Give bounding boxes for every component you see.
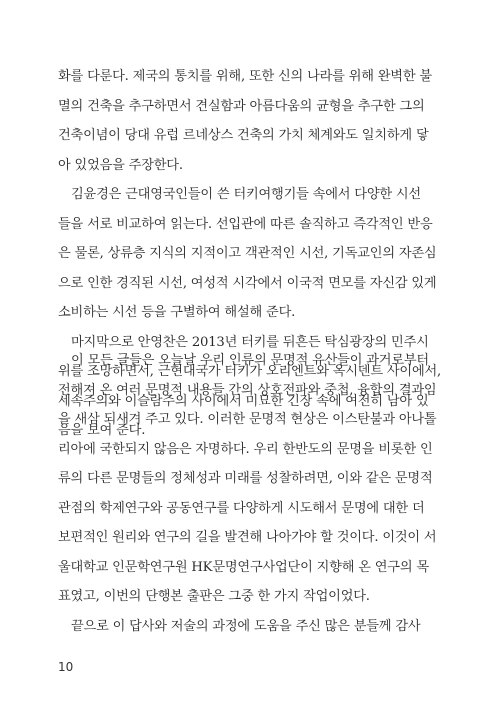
text-line: 세속주의와 이슬람주의 사이에서 미묘한 긴장 속에 여전히 남아 있: [58, 393, 429, 409]
text-line: 표였고, 이번의 단행본 출판은 그중 한 가지 작업이었다.: [58, 589, 370, 604]
text-line: 아 있었음을 주장한다.: [58, 157, 183, 173]
paragraph-start-line: 김윤경은 근대영국인들이 쓴 터키여행기들 속에서 다양한 시선: [71, 187, 421, 202]
text-line: 화를 다룬다. 제국의 통치를 위해, 또한 신의 나라를 위해 완벽한 불: [58, 69, 432, 84]
text-line: 건축이념이 당대 유럽 르네상스 건축의 가치 체계와도 일치하게 닿: [58, 128, 429, 143]
text-line: 멸의 건축을 추구하면서 견실함과 아름다움의 균형을 추구한 그의: [58, 98, 425, 114]
paragraph-start-line: 마지막으로 안영찬은 2013년 터키를 뒤흔든 탁심광장의 민주시: [71, 334, 429, 350]
text-line: 관점의 학제연구와 공동연구를 다양하게 시도해서 문명에 대한 더: [58, 500, 425, 516]
page-number: 10: [58, 660, 74, 674]
text-line: 류의 다른 문명들의 정체성과 미래를 성찰하려면, 이와 같은 문명적: [58, 471, 433, 486]
text-line: 울대학교 인문학연구원 HK문명연구사업단이 지향해 온 연구의 목: [58, 559, 429, 575]
text-line: 보편적인 원리와 연구의 길을 발견해 나아가야 할 것이다. 이것이 서: [58, 530, 437, 545]
body-text-lower: [58, 346, 450, 641]
text-line: 들을 서로 비교하여 읽는다. 선입관에 따른 솔직하고 즉각적인 반응: [58, 216, 433, 232]
paragraph-start-line: 이 모든 글들은 오늘날 우리 인류의 문명적 유산들이 과거로부터: [71, 353, 429, 368]
text-line: 은 물론, 상류층 지식의 지적이고 객관적인 시선, 기독교인의 자존심: [58, 246, 437, 261]
text-line: 전해져 온 여러 문명적 내용들 간의 상호전파와 중첩, 융합의 결과임: [58, 382, 437, 398]
paragraph-start-line: 끝으로 이 답사와 저술의 과정에 도움을 주신 많은 분들께 감사: [71, 618, 421, 634]
text-line: 위를 조망하면서, 근현대국가 터키가 오리엔트와 옥시덴트 사이에서,: [58, 364, 442, 379]
text-line: 리아에 국한되지 않음은 자명하다. 우리 한반도의 문명을 비롯한 인: [58, 441, 433, 457]
text-line: 으로 인한 경직된 시선, 여성적 시각에서 이국적 면모를 자신감 있게: [58, 275, 437, 291]
text-line: 을 새삼 되새겨 주고 있다. 이러한 문명적 현상은 이스탄불과 아나톨: [58, 412, 437, 427]
text-line: 소비하는 시선 등을 구별하여 해설해 준다.: [58, 305, 296, 320]
text-line: 음을 보여 준다.: [58, 423, 146, 438]
